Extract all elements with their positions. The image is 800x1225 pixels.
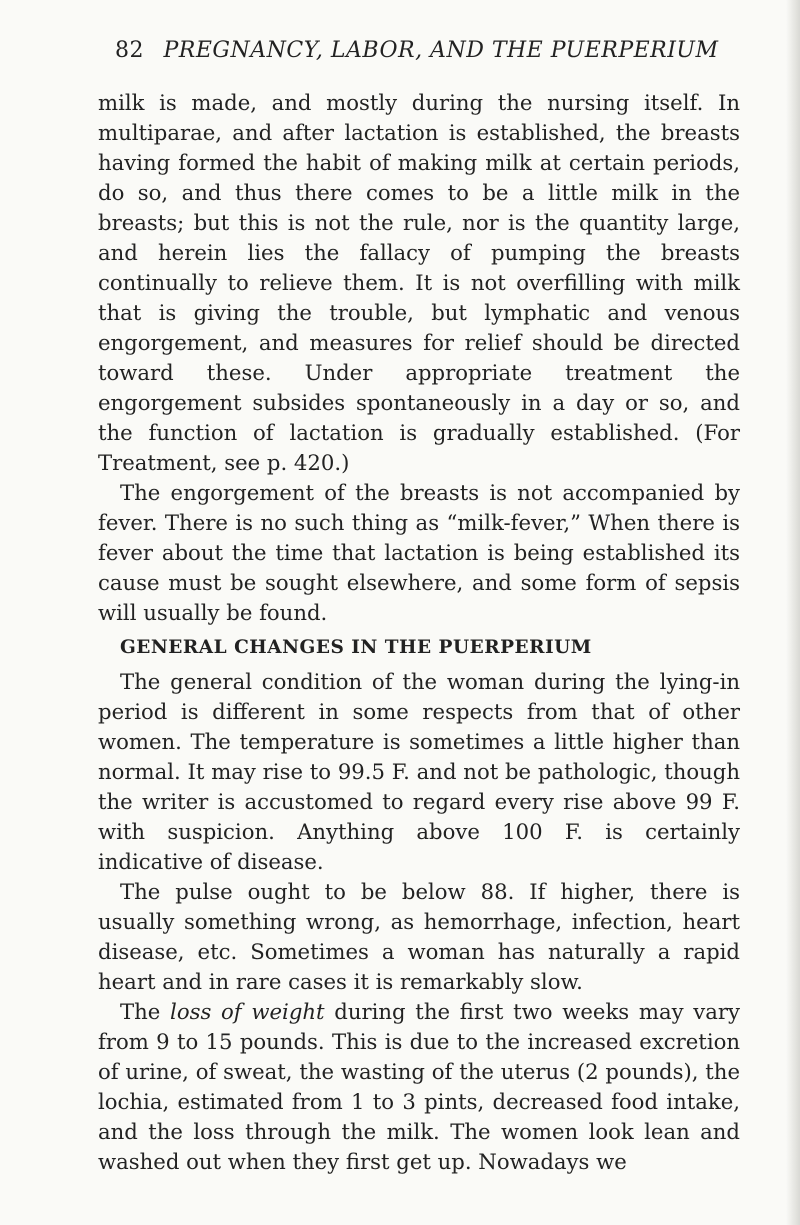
- paragraph-4: The pulse ought to be below 88. If higher, there is usually something wrong, as hemorrhage, infection, heart disease, etc. Sometimes a woman has naturally a rapid heart and in rare cases it is remarkably slow.: [98, 879, 740, 994]
- paragraph-2: The engorgement of the breasts is not accompanied by fever. There is no such thing as “milk-fever,” When there is fever about the time that lactation is being established its cause must be sought elsewhere, and some form of sepsis will usually be found.: [98, 480, 740, 625]
- section-heading: GENERAL CHANGES IN THE PUERPERIUM: [120, 637, 592, 658]
- running-header: [115, 38, 719, 63]
- page-body: [98, 88, 740, 1177]
- paragraph-5-rest: during the first two weeks may vary from 9 to 15 pounds. This is due to the increased excretion of urine, of sweat, the wasting of the uterus (2 pounds), the lochia, estimated from 1 to 3 pints, decreased food intake, and the loss through the milk. The women look lean and washed out when they first get up. Nowadays we: [98, 999, 740, 1174]
- paragraph-3: The general condition of the woman during the lying-in period is different in some respects from that of other women. The temperature is sometimes a little higher than normal. It may rise to 99.5 F. and not be pathologic, though the writer is accustomed to regard every rise above 99 F. with suspicion. Anything above 100 F. is certainly indicative of disease.: [98, 669, 740, 874]
- paragraph-1: milk is made, and mostly during the nursing itself. In multiparae, and after lactation is established, the breasts having formed the habit of making milk at certain periods, do so, and thus there comes to be a little milk in the breasts; but this is not the rule, nor is the quantity large, and herein lies the fallacy of pumping the breasts continually to relieve them. It is not overfilling with milk that is giving the trouble, but lymphatic and venous engorgement, and measures for relief should be directed toward these. Under appropriate treatment the engorgement subsides spontaneously in a day or so, and the function of lactation is gradually established. (For Treatment, see p. 420.): [98, 90, 740, 475]
- page-number: 82: [115, 38, 144, 63]
- page-edge-shadow: [786, 0, 800, 1225]
- paragraph-5: [98, 997, 740, 1177]
- paragraph-5-lead: The: [120, 999, 171, 1024]
- running-title: PREGNANCY, LABOR, AND THE PUERPERIUM: [163, 38, 719, 63]
- paragraph-5-emphasis: loss of weight: [170, 999, 325, 1024]
